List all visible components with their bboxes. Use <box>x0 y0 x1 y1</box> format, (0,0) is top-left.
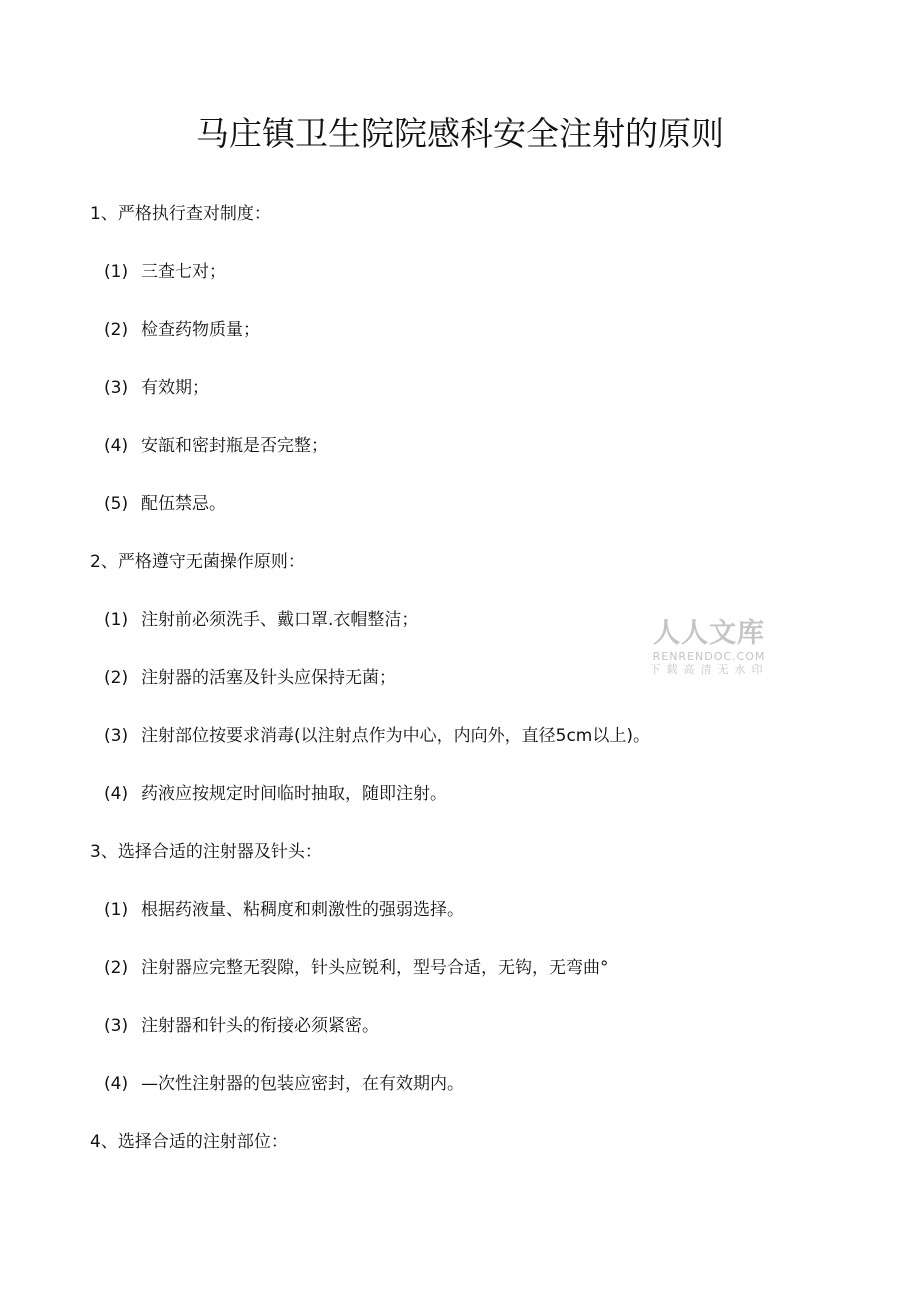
item-text: 注射器和针头的衔接必须紧密。 <box>141 1016 379 1036</box>
item-number: (4) <box>104 1074 129 1094</box>
item-text: 三查七对； <box>141 262 226 282</box>
section-heading-4: 4、选择合适的注射部位： <box>90 1132 288 1152</box>
item-text: 注射器应完整无裂隙，针头应锐利，型号合适，无钩，无弯曲° <box>141 958 609 978</box>
list-item <box>104 376 209 400</box>
item-number: (3) <box>104 378 129 398</box>
watermark-slogan-text: 下载高清无水印 <box>649 663 769 676</box>
item-number: (3) <box>104 726 129 746</box>
watermark-main-text: 人人文库 <box>653 618 765 649</box>
list-item <box>104 1014 379 1038</box>
item-number: (2) <box>104 320 129 340</box>
list-item <box>104 492 226 516</box>
item-text: —次性注射器的包装应密封，在有效期内。 <box>141 1074 464 1094</box>
item-text: 药液应按规定时间临时抽取，随即注射。 <box>141 784 447 804</box>
list-item <box>104 666 396 690</box>
list-item <box>104 434 328 458</box>
item-number: (1) <box>104 900 129 920</box>
watermark-logo <box>646 618 772 677</box>
document-title: 马庄镇卫生院院感科安全注射的原则 <box>196 114 724 153</box>
item-number: (4) <box>104 436 129 456</box>
item-text: 根据药液量、粘稠度和刺激性的强弱选择。 <box>141 900 464 920</box>
item-text: 注射部位按要求消毒(以注射点作为中心，内向外，直径5cm以上)。 <box>141 726 650 746</box>
item-number: (5) <box>104 494 129 514</box>
list-item <box>104 898 464 922</box>
item-text: 配伍禁忌。 <box>141 494 226 514</box>
item-text: 注射器的活塞及针头应保持无菌； <box>141 668 396 688</box>
watermark-site-text: RENRENDOC.COM <box>652 650 766 663</box>
item-number: (1) <box>104 262 129 282</box>
item-text: 检查药物质量； <box>141 320 260 340</box>
section-heading-2: 2、严格遵守无菌操作原则： <box>90 552 305 572</box>
item-text: 有效期； <box>141 378 209 398</box>
item-number: (1) <box>104 610 129 630</box>
item-number: (2) <box>104 958 129 978</box>
list-item <box>104 608 418 632</box>
list-item <box>104 956 609 980</box>
item-text: 安瓿和密封瓶是否完整； <box>141 436 328 456</box>
list-item <box>104 724 650 748</box>
list-item <box>104 1072 464 1096</box>
item-text: 注射前必须洗手、戴口罩.衣帽整洁； <box>141 610 419 630</box>
item-number: (3) <box>104 1016 129 1036</box>
section-heading-1: 1、严格执行查对制度： <box>90 204 271 224</box>
item-number: (2) <box>104 668 129 688</box>
section-heading-3: 3、选择合适的注射器及针头： <box>90 842 322 862</box>
item-number: (4) <box>104 784 129 804</box>
list-item <box>104 782 447 806</box>
list-item <box>104 260 226 284</box>
list-item <box>104 318 260 342</box>
